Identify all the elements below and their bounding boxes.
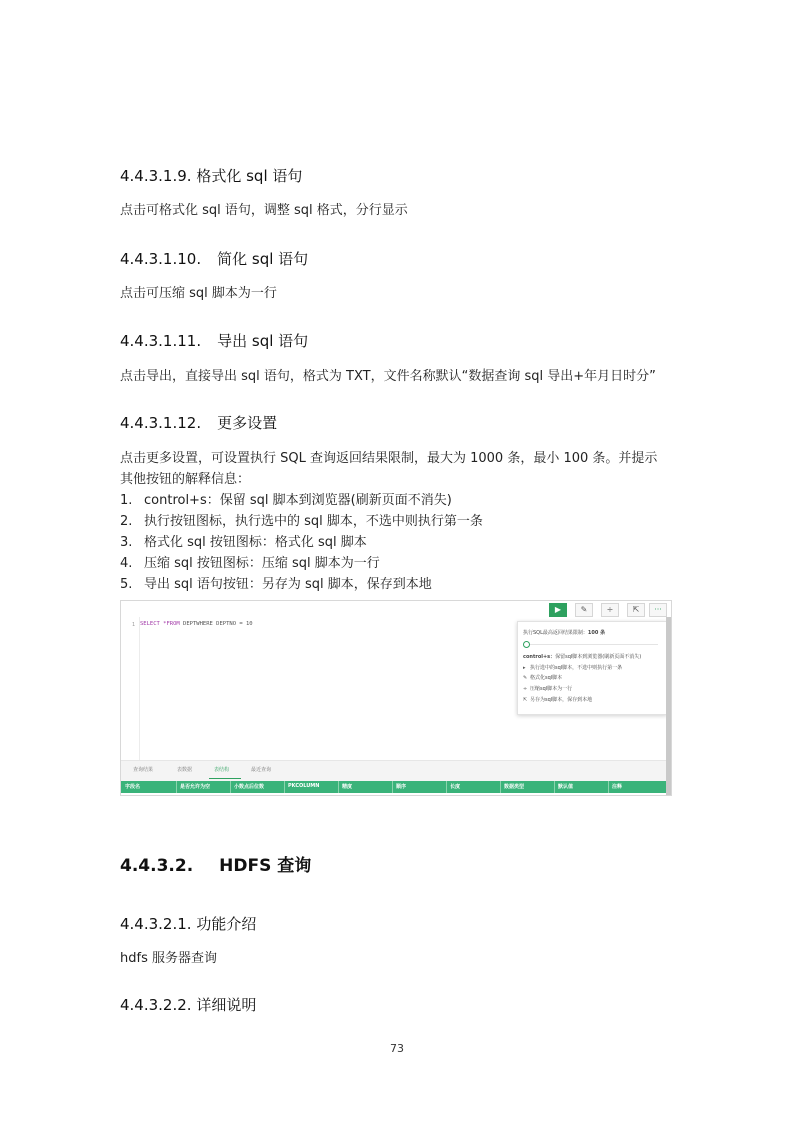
slider-track[interactable] — [530, 644, 658, 645]
magic-wand-icon: ✎ — [580, 605, 588, 614]
section-heading-details — [120, 994, 256, 1015]
section-number: 4.4.3.1.12. — [120, 414, 202, 432]
paragraph: 点击可格式化 sql 语句，调整 sql 格式，分行显示 — [120, 203, 408, 218]
export-icon: ⇱ — [523, 697, 528, 703]
active-tab-indicator — [209, 778, 241, 779]
result-tabs — [121, 760, 672, 781]
magic-wand-icon: ✎ — [523, 675, 528, 681]
column-header[interactable]: 精度 — [342, 784, 353, 790]
popup-line-format: ✎ 格式化sql脚本 — [523, 675, 563, 681]
list-item: 1. control+s：保留 sql 脚本到浏览器(刷新页面不消失) — [120, 493, 452, 508]
popup-line-compress: ÷ 压缩sql脚本为一行 — [523, 686, 573, 692]
column-header[interactable]: 字段名 — [125, 784, 141, 790]
section-number: 4.4.3.1.11. — [120, 332, 202, 350]
play-icon: ▶ — [554, 605, 562, 614]
tab-recent-queries[interactable]: 最近查询 — [251, 767, 272, 773]
table-header — [121, 781, 667, 793]
line-number: 1 — [132, 622, 136, 628]
slider-handle[interactable] — [523, 641, 530, 648]
section-heading-export-sql — [120, 330, 308, 351]
format-sql-button[interactable] — [575, 603, 593, 617]
column-header[interactable]: 长度 — [450, 784, 461, 790]
column-header[interactable]: PKCOLUMN — [288, 783, 320, 789]
column-header[interactable]: 小数点后位数 — [234, 784, 265, 790]
section-heading-more-settings — [120, 412, 277, 433]
popup-line-export: ⇱ 另存为sql脚本，保存到本地 — [523, 697, 593, 703]
sql-text: DEPTWHERE DEPTNO = 10 — [179, 621, 253, 627]
play-icon: ▸ — [523, 665, 526, 671]
section-title: 详细说明 — [196, 996, 257, 1014]
paragraph: 点击可压缩 sql 脚本为一行 — [120, 286, 277, 301]
list-item: 4. 压缩 sql 按钮图标：压缩 sql 脚本为一行 — [120, 556, 380, 571]
run-button[interactable] — [549, 603, 567, 617]
section-heading-hdfs-query — [120, 851, 311, 876]
paragraph: 点击导出，直接导出 sql 语句，格式为 TXT，文件名称默认“数据查询 sql 导出+年月日时分” — [120, 369, 656, 384]
sql-editor-screenshot — [120, 600, 672, 796]
section-title: 更多设置 — [217, 414, 278, 432]
page-number: 73 — [390, 1042, 404, 1055]
paragraph: 其他按钮的解释信息： — [120, 472, 251, 487]
section-title: 导出 sql 语句 — [217, 332, 309, 350]
export-sql-button[interactable] — [627, 603, 645, 617]
popup-line-run: ▸ 执行选中的sql脚本，不选中则执行第一条 — [523, 665, 623, 671]
more-settings-popup — [517, 621, 667, 715]
column-header[interactable]: 注释 — [612, 784, 623, 790]
more-icon: ··· — [654, 605, 662, 614]
column-header[interactable]: 是否允许为空 — [180, 784, 211, 790]
section-title: 格式化 sql 语句 — [196, 167, 303, 185]
tab-table-data[interactable]: 表数据 — [177, 767, 193, 773]
section-number: 4.4.3.2.1. — [120, 915, 192, 933]
section-number: 4.4.3.1.9. — [120, 167, 192, 185]
export-icon: ⇱ — [632, 605, 640, 614]
section-number: 4.4.3.1.10. — [120, 250, 202, 268]
tab-query-result[interactable]: 查询结果 — [133, 767, 154, 773]
list-item: 5. 导出 sql 语句按钮：另存为 sql 脚本，保存到本地 — [120, 577, 432, 592]
limit-setting: 执行SQL最高返回结果限制：100 条 — [523, 630, 606, 636]
editor-gutter — [121, 617, 140, 761]
section-number: 4.4.3.2. — [120, 856, 194, 876]
column-header[interactable]: 数据类型 — [504, 784, 525, 790]
numbered-list — [120, 490, 483, 595]
section-title: 功能介绍 — [196, 915, 257, 933]
column-header[interactable]: 默认值 — [558, 784, 574, 790]
section-number: 4.4.3.2.2. — [120, 996, 192, 1014]
popup-line-ctrl-s: control+s：保留sql脚本到浏览器(刷新页面不消失) — [523, 654, 642, 660]
paragraph: 点击更多设置，可设置执行 SQL 查询返回结果限制，最大为 1000 条，最小 100 条。并提示 — [120, 451, 658, 466]
more-settings-button[interactable] — [649, 603, 667, 617]
vertical-scrollbar[interactable] — [666, 617, 671, 795]
section-title: HDFS 查询 — [219, 856, 312, 876]
section-heading-function-intro — [120, 913, 256, 934]
list-item: 2. 执行按钮图标，执行选中的 sql 脚本，不选中则执行第一条 — [120, 514, 483, 529]
compress-icon: ÷ — [606, 605, 614, 614]
column-header[interactable]: 顺序 — [396, 784, 407, 790]
section-heading-format-sql — [120, 165, 302, 186]
sql-keyword: SELECT *FROM — [140, 621, 180, 627]
tab-table-structure[interactable]: 表结构 — [214, 767, 230, 773]
section-title: 简化 sql 语句 — [217, 250, 309, 268]
section-heading-simplify-sql — [120, 248, 308, 269]
sql-code-line[interactable] — [140, 621, 253, 627]
paragraph: hdfs 服务器查询 — [120, 951, 217, 966]
compress-icon: ÷ — [523, 686, 528, 692]
compress-sql-button[interactable] — [601, 603, 619, 617]
list-item: 3. 格式化 sql 按钮图标：格式化 sql 脚本 — [120, 535, 367, 550]
